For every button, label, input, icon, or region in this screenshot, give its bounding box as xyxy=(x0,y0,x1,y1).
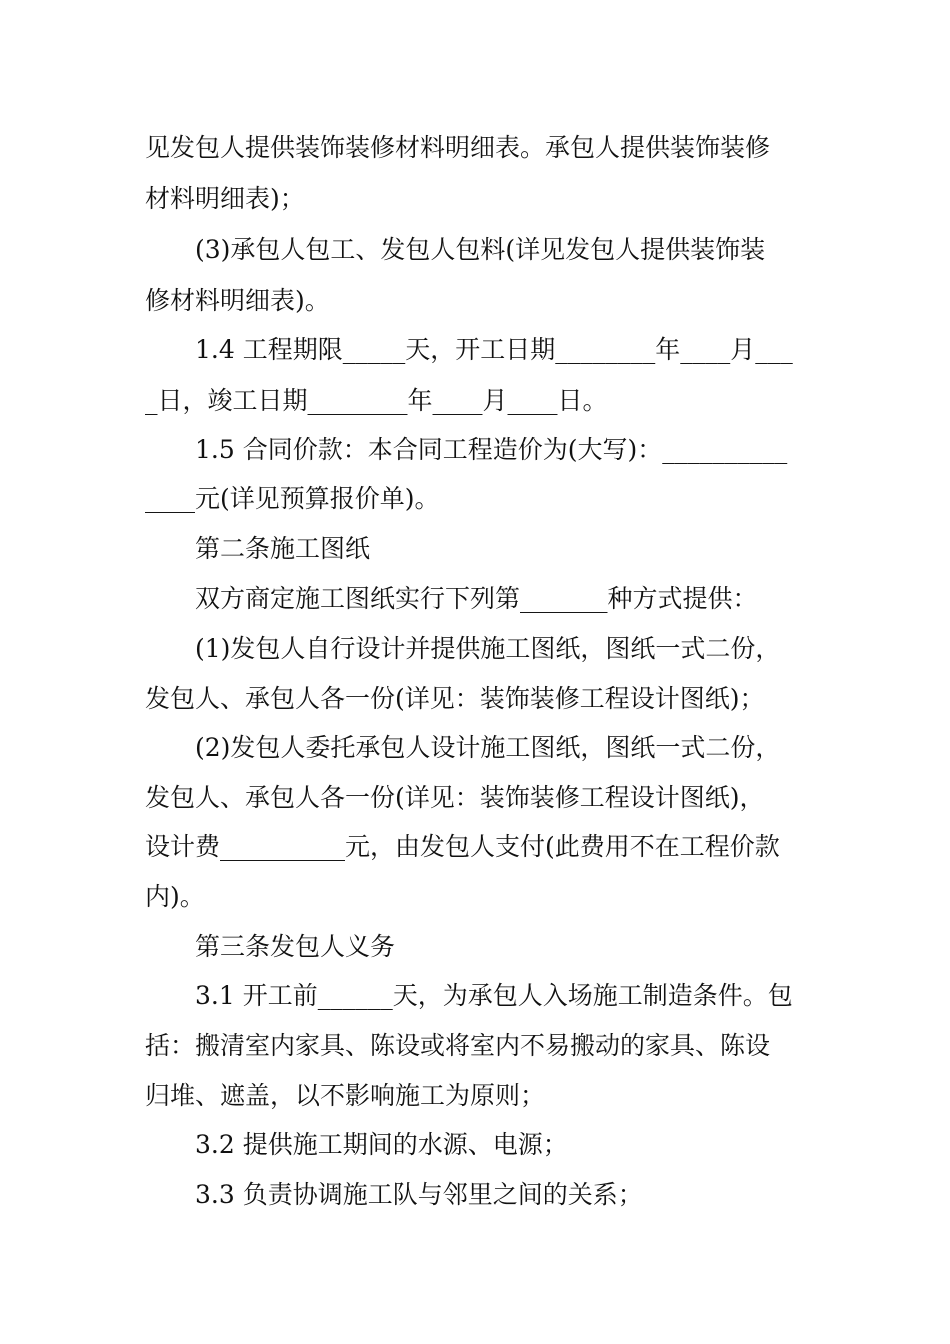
text-line: (3)承包人包工、发包人包料(详见发包人提供装饰装 xyxy=(195,235,766,264)
text-line: (1)发包人自行设计并提供施工图纸，图纸一式二份， xyxy=(195,634,781,663)
text-line: 双方商定施工图纸实行下列第_______种方式提供： xyxy=(195,584,758,613)
text-line: 括：搬清室内家具、陈设或将室内不易搬动的家具、陈设 xyxy=(145,1031,771,1060)
section-heading: 第二条施工图纸 xyxy=(195,534,371,563)
text-line: 归堆、遮盖，以不影响施工为原则； xyxy=(145,1081,546,1110)
text-line: 发包人、承包人各一份(详见：装饰装修工程设计图纸)， xyxy=(145,783,765,812)
text-line: _日，竣工日期________年____月____日。 xyxy=(145,386,608,415)
text-line: 3.1 开工前______天，为承包人入场施工制造条件。包 xyxy=(195,981,793,1010)
text-line: 1.5 合同价款：本合同工程造价为(大写)：__________ xyxy=(195,435,788,464)
text-line: (2)发包人委托承包人设计施工图纸，图纸一式二份， xyxy=(195,733,781,762)
text-line: 材料明细表)； xyxy=(145,184,305,213)
text-line: 设计费__________元，由发包人支付(此费用不在工程价款 xyxy=(145,832,780,861)
text-line: 3.3 负责协调施工队与邻里之间的关系； xyxy=(195,1180,643,1209)
text-line: 3.2 提供施工期间的水源、电源； xyxy=(195,1130,568,1159)
text-line: 修材料明细表)。 xyxy=(145,286,330,315)
text-line: 见发包人提供装饰装修材料明细表。承包人提供装饰装修 xyxy=(145,133,771,162)
section-heading: 第三条发包人义务 xyxy=(195,932,396,961)
text-line: 内)。 xyxy=(145,882,205,911)
text-line: ____元(详见预算报价单)。 xyxy=(145,484,440,513)
text-line: 发包人、承包人各一份(详见：装饰装修工程设计图纸)； xyxy=(145,684,765,713)
text-line: 1.4 工程期限_____天，开工日期________年____月___ xyxy=(195,335,793,364)
